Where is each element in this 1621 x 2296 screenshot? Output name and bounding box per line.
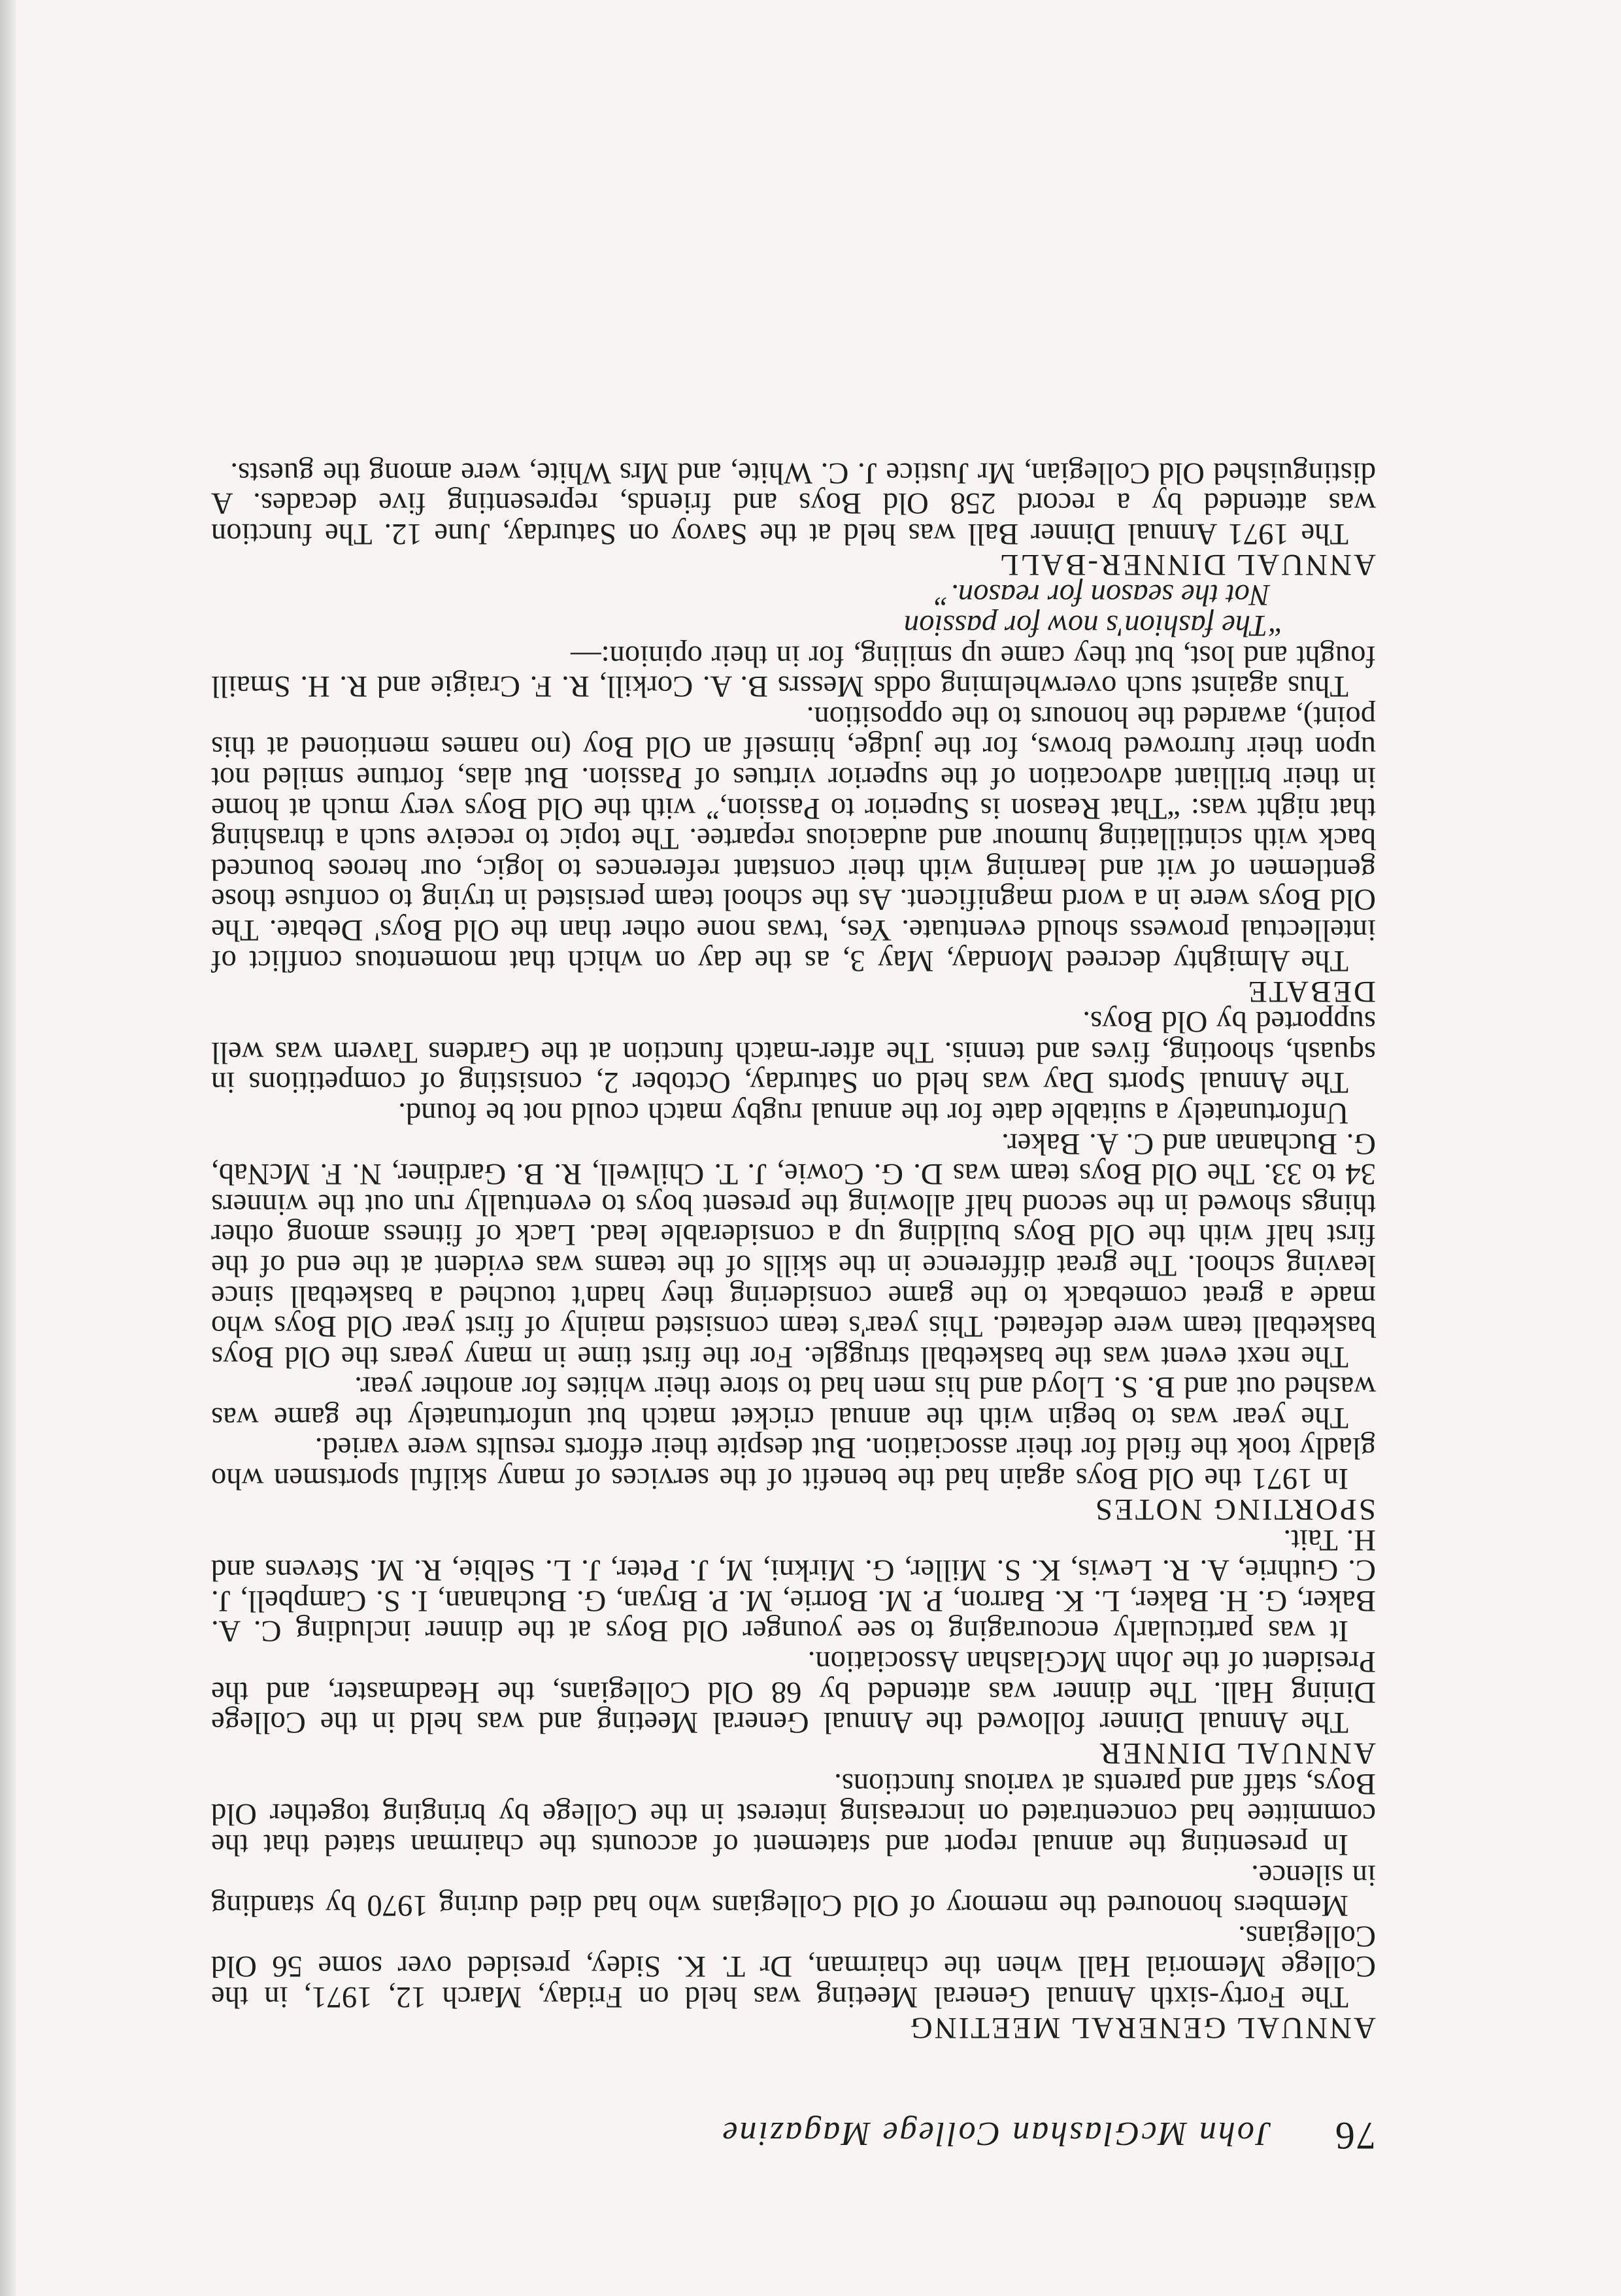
section-heading-agm: ANNUAL GENERAL MEETING [908,2011,1376,2045]
paragraph: The Forty-sixth Annual General Meeting was held on Friday, March 12, 1971, in the College Memorial Hall when the chairman, Dr T. K. Sidey, presided over some 56 Old Collegians. [211,1919,1376,2014]
paragraph: Unfortunately a suitable date for the annual rugby match could not be found. [398,1096,1348,1130]
page-number: 76 [1334,2114,1376,2157]
section-heading-sporting-notes: SPORTING NOTES [1093,1493,1376,1527]
paragraph: The Almighty decreed Monday, May 3, as the day on which that momentous conflict of intellectual prowess should eventuate. Yes, 'twas none other than the Old Boys' Debate. The Old Boys were in a word magnificent. As the school team persisted in trying to confuse those gentlemen of wit and learning with their constant references to logic, our heroes bounced back with scintillating humour and audacious repartee. The topic to receive such a thrashing that night was: “That Reason is Superior to Passion,” with the Old Boys very much at home in their brilliant advocation of the superior virtues of Passion. But alas, fortune smiled not upon their furrowed brows, for the judge, himself an Old Boy (no names mentioned at this point), awarded the honours to the opposition. [211,700,1376,978]
section-heading-debate: DEBATE [1246,974,1376,1009]
paragraph: The Annual Dinner followed the Annual General Meeting and was held in the College Dining Hall. The dinner was attended by 68 Old Collegians, the Headmaster, and the President of the John McGlashan Association. [211,1645,1376,1740]
magazine-title: John McGlashan College Magazine [720,2115,1271,2152]
running-head [211,2116,1376,2155]
section-heading-dinner-ball: ANNUAL DINNER-BALL [997,547,1376,582]
paragraph: The Annual Sports Day was held on Saturday, October 2, consisting of competitions in squash, shooting, fives and tennis. The after-match function at the Gardens Tavern was well supported by Old Boys. [211,1005,1376,1100]
paragraph: In presenting the annual report and statement of accounts the chairman stated that the committee had concentrated on increasing interest in the College by bringing together Old Boys, staff and parents at various functions. [211,1766,1376,1863]
verse-line: “The fashion's now for passion [903,609,1284,643]
paragraph: It was particularly encouraging to see younger Old Boys at the dinner including C. A. Baker, G. H. Baker, L. K. Barron, P. M. Borrie, M. P. Bryan, G. Buchanan, I. S. Campbell, J. C. Guthrie, A. R. Lewis, K. S. Miller, G. Mirkni, M, J. Peter, J. L. Selbie, R. M. Stevens and H. Tait. [211,1523,1376,1649]
paragraph: Members honoured the memory of Old Collegians who had died during 1970 by standing in silence. [211,1858,1376,1923]
section-heading-annual-dinner: ANNUAL DINNER [1098,1736,1376,1771]
verse-line: Not the season for reason.” [933,578,1270,613]
paragraph: The next event was the basketball struggle. For the first time in many years the Old Boys basketball team were defeated. This year's team consisted mainly of first year Old Boys who made a great comeback to the game considering they hadn't touched a basketball since leaving school. The great difference in the skills of the teams was evident at the end of the first half with the Old Boys building up a considerable lead. Lack of fitness among other things showed in the second half allowing the present boys to eventually run out the winners 34 to 33. The Old Boys team was D. G. Cowie, J. T. Chilwell, R. B. Gardiner, N. F. McNab, G. Buchanan and C. A. Baker. [211,1126,1376,1374]
paragraph: In 1971 the Old Boys again had the benefit of the services of many skilful sportsmen who gladly took the field for their association. But despite their efforts results were varied. [211,1431,1376,1496]
verse-quote [211,580,1284,641]
text-column [211,458,1376,2155]
paragraph: The 1971 Annual Dinner Ball was held at the Savoy on Saturday, June 12. The function was attended by a record 258 Old Boys and friends, representing five decades. A distinguished Old Collegian, Mr Justice J. C. White, and Mrs White, were among the guests. [211,456,1376,551]
paragraph: Thus against such overwhelming odds Messrs B. A. Corkill, R. F. Craigie and R. H. Smaill fought and lost, but they came up smiling, for in their opinion:— [211,639,1376,704]
paragraph: The year was to begin with the annual cricket match but unfortunately the game was washed out and B. S. Lloyd and his men had to store their whites for another year. [211,1370,1376,1435]
